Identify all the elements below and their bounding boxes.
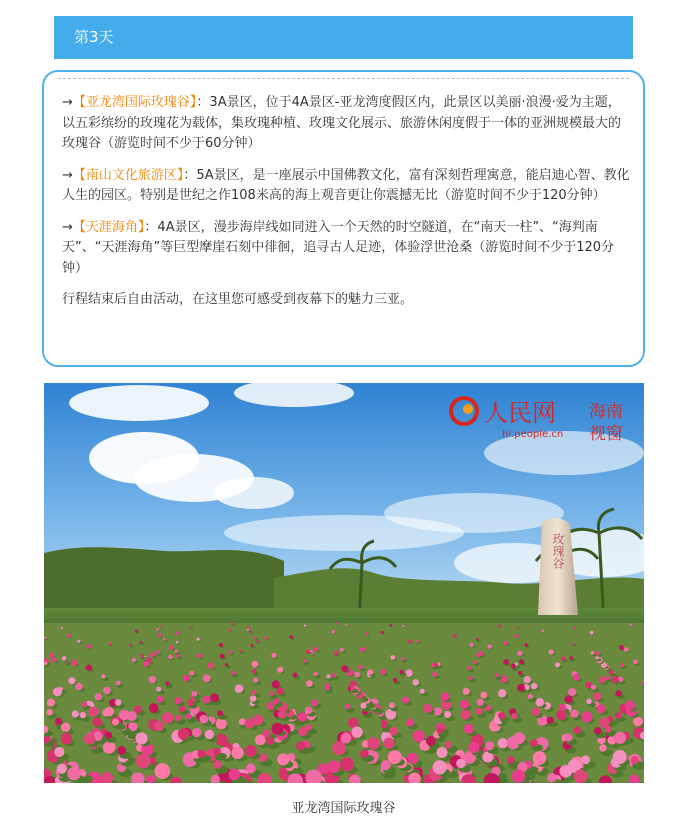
spot-description: ：5A景区，是一座展示中国佛教文化，富有深刻哲理寓意，能启迪心智、教化人生的园区。特别是世纪之作108米高的海上观音更让你震撼无比（游览时间不少于120分钟） (62, 167, 630, 203)
itinerary-item-tianya-haijiao (62, 218, 632, 280)
photo-caption: 亚龙湾国际玫瑰谷 (291, 801, 396, 816)
arrow-icon: → (62, 95, 73, 110)
itinerary-card (42, 70, 645, 367)
arrow-icon: → (62, 219, 73, 235)
spot-description: ：3A景区，位于4A景区-亚龙湾度假区内，此景区以美丽·浪漫·爱为主题，以五彩缤纷的玫瑰花为载体，集玫瑰种植、玫瑰文化展示、旅游休闲度假于一体的亚洲规模最大的玫瑰谷（游览时间不少于60分钟） (62, 95, 622, 151)
dashed-divider (58, 78, 629, 79)
watermark-brand: 人民网 (484, 399, 556, 427)
arrow-icon: → (62, 167, 73, 183)
people-logo-dot (463, 404, 473, 414)
watermark-region-2: 视窗 (589, 424, 623, 444)
itinerary-item-rose-valley (62, 93, 632, 155)
day-title: 第3天 (74, 28, 114, 46)
itinerary-body (62, 93, 632, 322)
closing-note: 行程结束后自由活动，在这里您可感受到夜幕下的魅力三亚。 (62, 292, 414, 307)
day-header (54, 16, 633, 59)
spot-name: 【南山文化旅游区】 (72, 167, 184, 183)
spot-description: ：4A景区，漫步海岸线如同进入一个天然的时空隧道，在“南天一柱”、“海判南天”、“天涯海角”等巨型摩崖石刻中徘徊，追寻古人足迹，体验浮世沧桑（游览时间不少于120分钟） (62, 219, 615, 276)
itinerary-item-nanshan (62, 166, 632, 207)
spot-name: 【天涯海角】 (72, 219, 145, 235)
watermark-region-1: 海南 (589, 402, 623, 422)
spot-name: 【亚龙湾国际玫瑰谷】 (72, 95, 197, 110)
watermark-url: hi.people.cn (502, 429, 564, 440)
stone-text: 玫瑰谷 (551, 533, 565, 569)
rose-valley-photo (44, 383, 644, 783)
